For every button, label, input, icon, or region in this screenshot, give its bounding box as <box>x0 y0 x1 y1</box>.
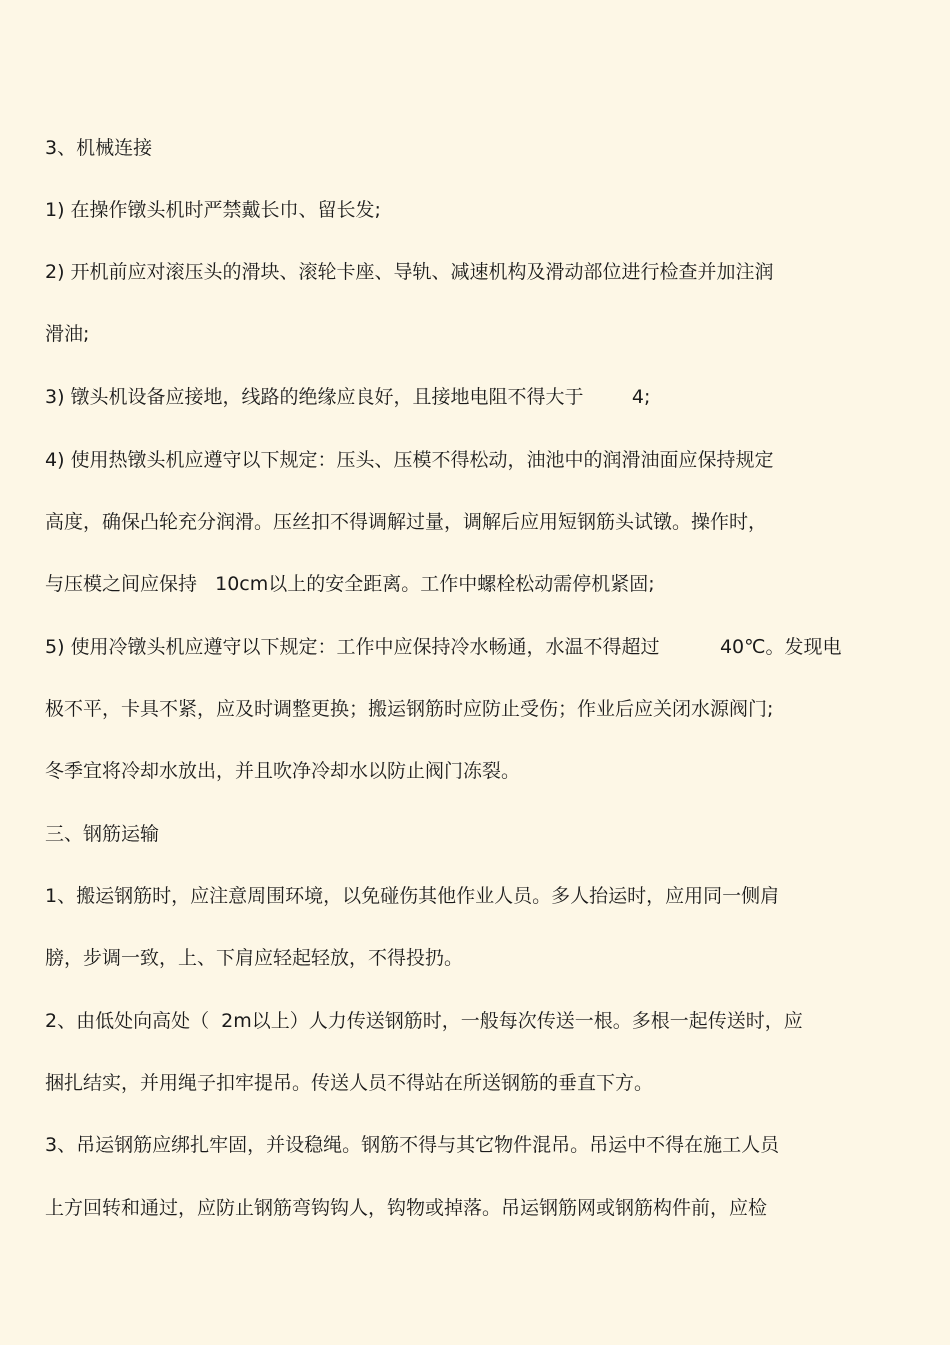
section-heading-mechanical-connection: 3、机械连接 <box>45 137 153 159</box>
paragraph-line: 3) 镦头机设备应接地，线路的绝缘应良好，且接地电阻不得大于 4; <box>45 386 651 408</box>
paragraph-line: 2、由低处向高处（ 2m以上）人力传送钢筋时，一般每次传送一根。多根一起传送时，应 <box>45 1010 803 1032</box>
paragraph-line: 1) 在操作镦头机时严禁戴长巾、留长发; <box>45 199 381 221</box>
paragraph-line: 5) 使用冷镦头机应遵守以下规定：工作中应保持冷水畅通，水温不得超过 40℃。发现电 <box>45 636 842 658</box>
paragraph-line: 3、吊运钢筋应绑扎牢固，并设稳绳。钢筋不得与其它物件混吊。吊运中不得在施工人员 <box>45 1134 780 1156</box>
paragraph-line: 2) 开机前应对滚压头的滑块、滚轮卡座、导轨、减速机构及滑动部位进行检查并加注润 <box>45 261 774 283</box>
paragraph-line: 上方回转和通过，应防止钢筋弯钩钩人，钩物或掉落。吊运钢筋网或钢筋构件前，应检 <box>45 1197 768 1219</box>
paragraph-line: 极不平，卡具不紧，应及时调整更换；搬运钢筋时应防止受伤；作业后应关闭水源阀门; <box>45 698 774 720</box>
paragraph-line: 滑油; <box>45 323 90 345</box>
paragraph-line: 4) 使用热镦头机应遵守以下规定：压头、压模不得松动，油池中的润滑油面应保持规定 <box>45 449 774 471</box>
paragraph-line: 1、搬运钢筋时，应注意周围环境，以免碰伤其他作业人员。多人抬运时，应用同一侧肩 <box>45 885 780 907</box>
paragraph-line: 冬季宜将冷却水放出，并且吹净冷却水以防止阀门冻裂。 <box>45 760 521 782</box>
paragraph-line: 膀，步调一致，上、下肩应轻起轻放，不得投扔。 <box>45 947 464 969</box>
paragraph-line: 与压模之间应保持 10cm以上的安全距离。工作中螺栓松动需停机紧固; <box>45 573 655 595</box>
paragraph-line: 高度，确保凸轮充分润滑。压丝扣不得调解过量，调解后应用短钢筋头试镦。操作时， <box>45 511 768 533</box>
paragraph-line: 捆扎结实，并用绳子扣牢提吊。传送人员不得站在所送钢筋的垂直下方。 <box>45 1072 654 1094</box>
section-heading-rebar-transport: 三、钢筋运输 <box>45 823 160 845</box>
